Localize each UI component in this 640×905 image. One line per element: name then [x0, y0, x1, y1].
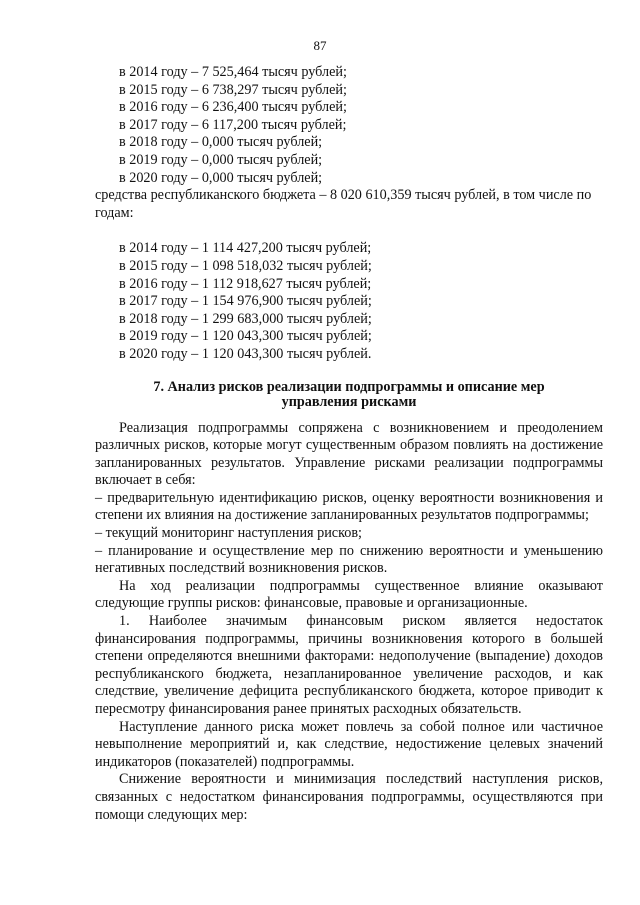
- list-item: в 2016 году – 6 236,400 тысяч рублей;: [119, 99, 347, 116]
- paragraph-financial-risk: 1. Наиболее значимым финансовым риском является недостаток финансирования подпрограммы, причины возникновения которого в большей степени определяются внешними факторами: недополучение (выпадение) доходов республиканского бюджета, незапланированное увеличение расходов, и как следствие, увеличение дефицита республиканского бюджета, которое приводит к пересмотру финансирования ранее принятых расходных обязательств.: [95, 613, 603, 717]
- list-item: в 2014 году – 1 114 427,200 тысяч рублей;: [119, 240, 372, 257]
- federal-funding-list: [95, 64, 603, 187]
- document-body: [95, 64, 603, 824]
- list-item: в 2016 году – 1 112 918,627 тысяч рублей;: [119, 275, 372, 292]
- spacer: [95, 222, 603, 240]
- list-item: в 2017 году – 1 154 976,900 тысяч рублей;: [119, 293, 372, 310]
- republic-budget-intro: средства республиканского бюджета – 8 020 610,359 тысяч рублей, в том числе по годам:: [95, 187, 592, 221]
- list-item-planning: – планирование и осуществление мер по снижению вероятности и уменьшению негативных последствий возникновения рисков.: [95, 542, 603, 577]
- list-item: в 2017 году – 6 117,200 тысяч рублей;: [119, 116, 347, 133]
- section-title-line-1: 7. Анализ рисков реализации подпрограммы и описание мер: [153, 378, 545, 395]
- page-number: 87: [313, 38, 327, 53]
- list-item-monitoring: – текущий мониторинг наступления рисков;: [95, 525, 362, 542]
- list-item: в 2014 году – 7 525,464 тысяч рублей;: [119, 64, 347, 80]
- paragraph-risk-consequence: Наступление данного риска может повлечь за собой полное или частичное невыполнение мероприятий и, как следствие, недостижение целевых значений индикаторов (показателей) подпрограммы.: [95, 718, 603, 770]
- list-item: в 2015 году – 1 098 518,032 тысяч рублей;: [119, 257, 372, 274]
- paragraph-risk-mitigation: Снижение вероятности и минимизация последствий наступления рисков, связанных с недостатком финансирования подпрограммы, осуществляются при помощи следующих мер:: [95, 771, 603, 823]
- list-item: в 2018 году – 0,000 тысяч рублей;: [119, 134, 323, 151]
- paragraph-risk-intro: Реализация подпрограммы сопряжена с возникновением и преодолением различных рисков, которые могут существенным образом повлиять на достижение запланированных результатов. Управление рисками реализации подпрограммы включает в себя:: [95, 419, 603, 489]
- list-item: в 2015 году – 6 738,297 тысяч рублей;: [119, 81, 347, 98]
- list-item: в 2019 году – 1 120 043,300 тысяч рублей;: [119, 328, 372, 345]
- list-item: в 2020 году – 0,000 тысяч рублей;: [119, 169, 323, 186]
- paragraph-risk-groups: На ход реализации подпрограммы существенное влияние оказывают следующие группы рисков: финансовые, правовые и организационные.: [95, 577, 603, 612]
- section-heading: [95, 380, 603, 410]
- republic-funding-list: [95, 240, 603, 363]
- section-title-line-2: управления рисками: [281, 393, 417, 410]
- list-item: в 2018 году – 1 299 683,000 тысяч рублей;: [119, 310, 372, 327]
- list-item: в 2020 году – 1 120 043,300 тысяч рублей.: [119, 345, 372, 362]
- list-item: в 2019 году – 0,000 тысяч рублей;: [119, 151, 323, 168]
- list-item-identification: – предварительную идентификацию рисков, оценку вероятности возникновения и степени их влияния на достижение запланированных результатов подпрограммы;: [95, 489, 603, 524]
